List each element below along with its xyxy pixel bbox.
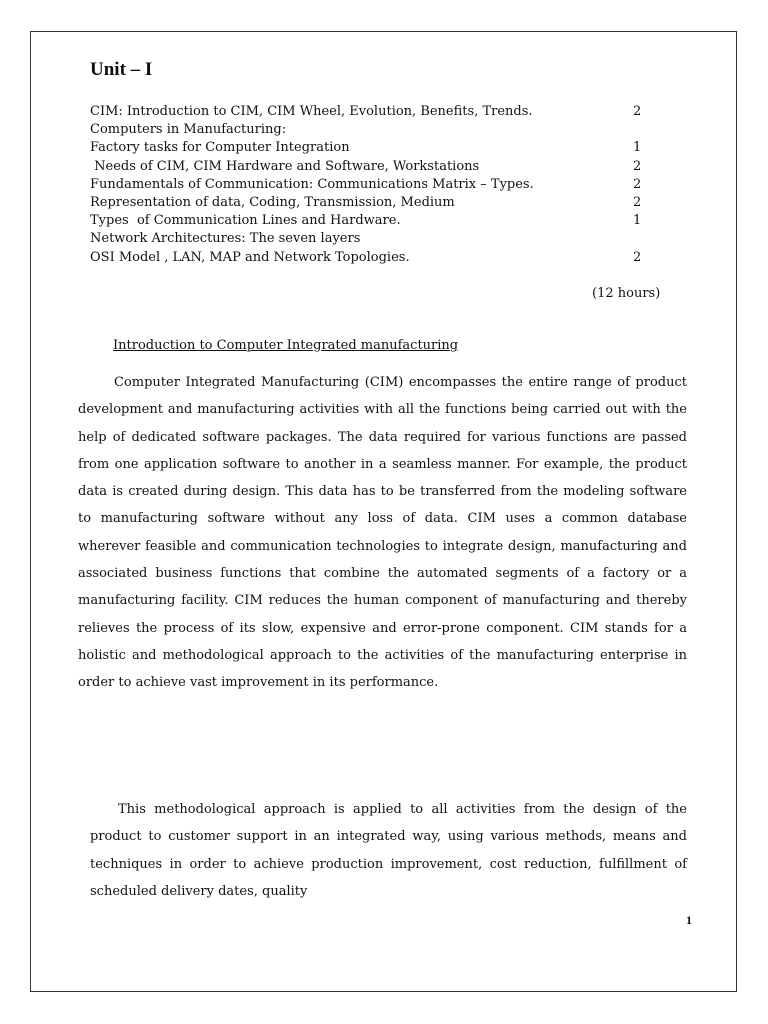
total-hours: (12 hours): [592, 286, 661, 301]
syllabus-topic: Needs of CIM, CIM Hardware and Software, Workstations: [90, 158, 480, 174]
syllabus-row: [90, 139, 650, 157]
body-paragraph: This methodological approach is applied to all activities from the design of the product to customer support in an integrated way, using various methods, means and techniques in order to achieve production improvement, cost reduction, fulfillment of scheduled delivery dates, quality: [90, 802, 687, 899]
syllabus-hours: 1: [633, 140, 642, 156]
syllabus-hours: 2: [633, 104, 642, 119]
syllabus-hours: 2: [633, 176, 642, 192]
page-number: 1: [686, 913, 692, 927]
syllabus-topic: Fundamentals of Communication: Communications Matrix – Types.: [90, 176, 534, 192]
syllabus-row: [90, 194, 650, 212]
syllabus-topic: Representation of data, Coding, Transmission, Medium: [90, 194, 455, 210]
section-heading: Introduction to Computer Integrated manufacturing: [113, 338, 459, 353]
syllabus-topic: Factory tasks for Computer Integration: [90, 140, 350, 156]
syllabus-row: [90, 103, 650, 121]
syllabus-row: [90, 121, 650, 139]
syllabus-topic: CIM: Introduction to CIM, CIM Wheel, Evolution, Benefits, Trends.: [90, 104, 533, 119]
syllabus-hours: 2: [633, 194, 642, 210]
syllabus-row: [90, 212, 650, 230]
syllabus-topic: Network Architectures: The seven layers: [90, 231, 361, 247]
syllabus-row: [90, 158, 650, 176]
syllabus-topic: Types of Communication Lines and Hardware.: [90, 213, 401, 229]
syllabus-row: [90, 176, 650, 194]
syllabus-topic: Computers in Manufacturing:: [90, 122, 287, 138]
syllabus-row: [90, 249, 650, 267]
syllabus-hours: 2: [633, 158, 642, 174]
syllabus-table: [90, 103, 650, 267]
unit-title: Unit – I: [90, 59, 153, 80]
syllabus-hours: 2: [633, 249, 642, 265]
body-paragraph: Computer Integrated Manufacturing (CIM) encompasses the entire range of product development and manufacturing activities with all the functions being carried out with the help of dedicated software packages. The data required for various functions are passed from one application software to another in a seamless manner. For example, the product data is created during design. This data has to be transferred from the modeling software to manufacturing software without any loss of data. CIM uses a common database wherever feasible and communication technologies to integrate design, manufacturing and associated business functions that combine the automated segments of a factory or a manufacturing facility. CIM reduces the human component of manufacturing and thereby relieves the process of its slow, expensive and error-prone component. CIM stands for a holistic and methodological approach to the activities of the manufacturing enterprise in order to achieve vast improvement in its performance.: [78, 375, 687, 691]
syllabus-hours: 1: [633, 213, 642, 229]
syllabus-row: [90, 230, 650, 248]
syllabus-topic: OSI Model , LAN, MAP and Network Topologies.: [90, 249, 410, 265]
